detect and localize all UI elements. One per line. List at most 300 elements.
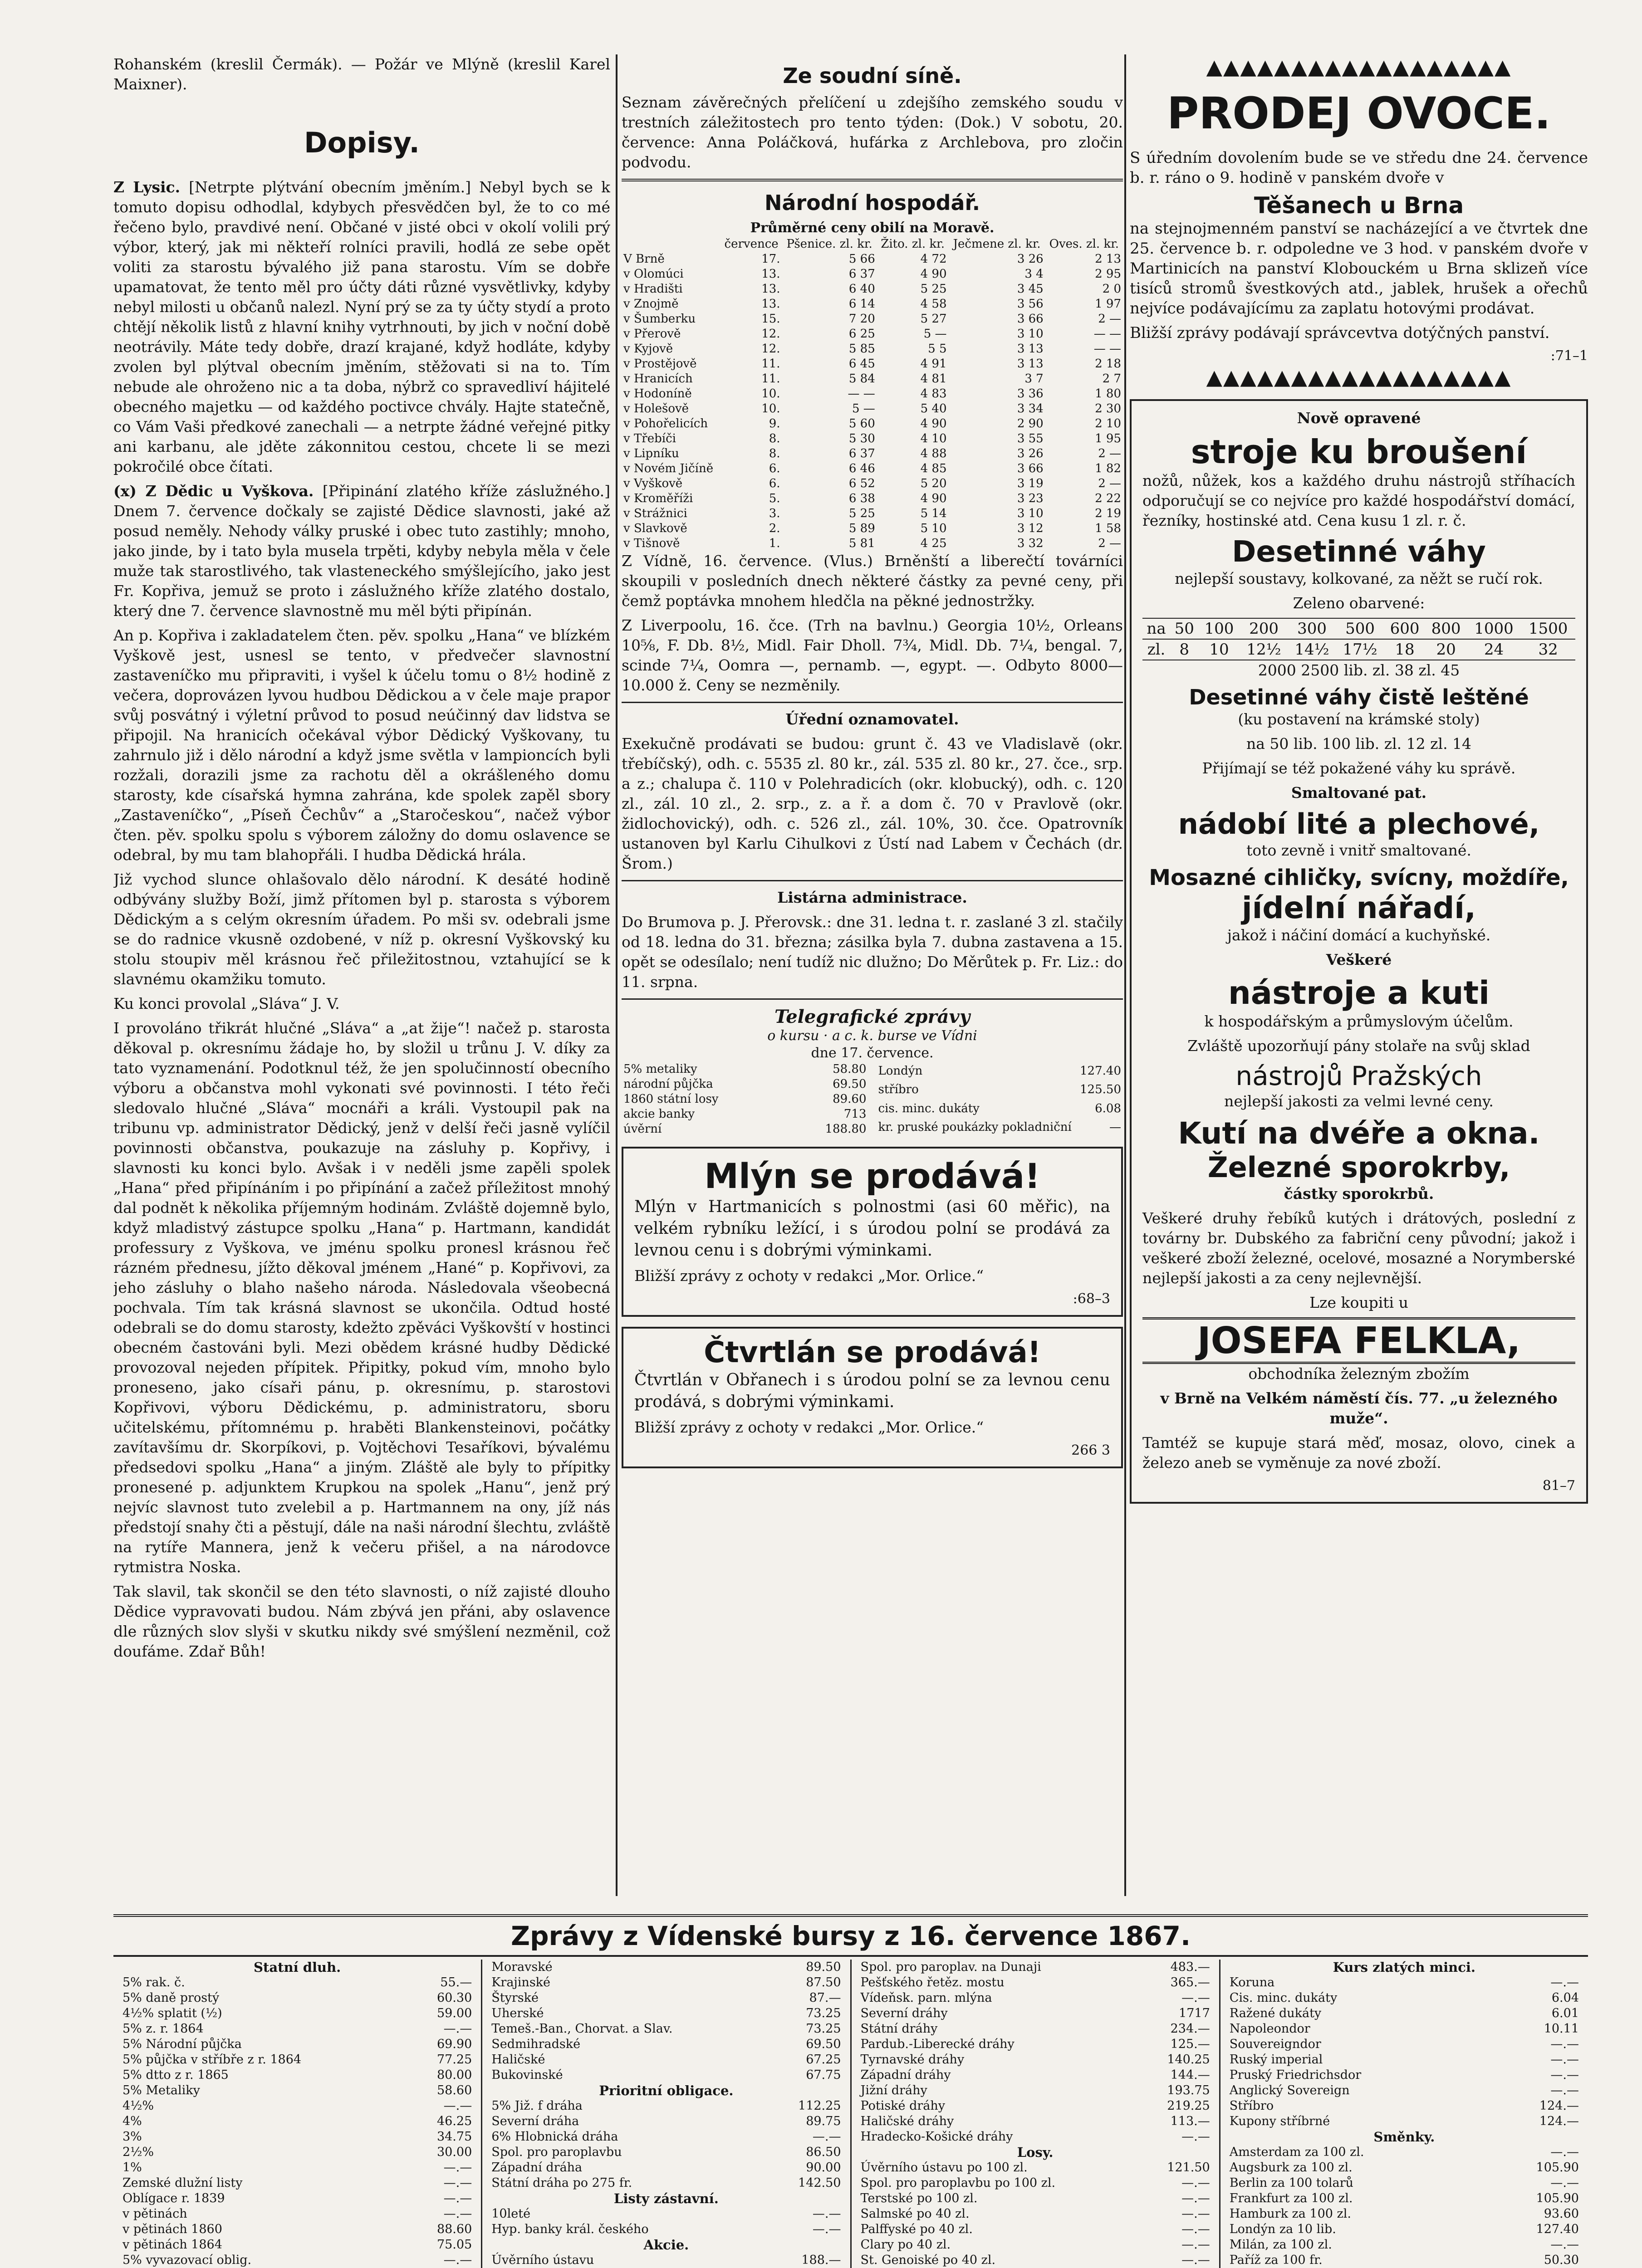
official-text: Exekučně prodávati se budou: grunt č. 43 ve Vladislavě (okr. třebíčský), odh. c. 5535 zl. 80 kr., zál. 535 zl. 80 kr., 27. čce., srp. a z.; chalupa č. 110 v Polehradicích (okr. klobucký), odh. c. 120 zl., zál. 10 zl., 2. srp., z. a ř. a dom č. 70 v Pravlově (okr. židlochovický), odh. c. 526 zl., zál. 10%, 30. čce. Opatrovník ustanoven byl Karlu Cihulkovi z Ústí nad Labem v Čechách (dr. Šrom.) — [622, 735, 1123, 872]
stock-row-label: Státní dráha po 275 fr. — [491, 2176, 632, 2190]
stock-row-label: Kupony stříbrné — [1229, 2114, 1330, 2128]
letter-paragraph — [113, 481, 610, 621]
stocks-col1-head: Statní dluh. — [253, 1960, 341, 1975]
stock-row — [1228, 2052, 1581, 2068]
stock-row-value: 219.25 — [1167, 2099, 1210, 2113]
stock-row-value: 30.00 — [436, 2145, 472, 2159]
ad-weights-2: na 50 lib. 100 lib. zl. 12 zl. 14 — [1246, 735, 1472, 753]
stock-row-value: 483.— — [1170, 1960, 1210, 1974]
ornament-triangles: ▲▲▲▲▲▲▲▲▲▲▲▲▲▲▲▲▲▲ — [1206, 54, 1512, 79]
stock-row-value: —.— — [1550, 2068, 1579, 2082]
stock-row-label: Spol. pro paroplavbu — [491, 2145, 622, 2159]
fruit-text-1: S úředním dovolením bude se ve středu dne 24. července b. r. ráno o 9. hodině v panském dvoře v — [1130, 149, 1588, 187]
grain-row — [622, 297, 1123, 312]
grain-cell: v Olomúci — [623, 267, 684, 281]
scale-cell: 800 — [1426, 618, 1467, 639]
grain-cell: 3 34 — [1017, 402, 1044, 415]
column-news — [622, 54, 1123, 1901]
grain-header-cell: července — [724, 237, 779, 251]
official-title: Úřední oznamovatel. — [785, 710, 959, 728]
stock-row-value: 69.50 — [806, 2037, 841, 2051]
letter-heading: Z Lysic. — [113, 178, 189, 196]
grain-header-cell: Pšenice. zl. kr. — [786, 237, 872, 251]
grain-row — [622, 446, 1123, 461]
stock-row — [121, 2052, 474, 2068]
grain-cell: 12. — [761, 342, 780, 356]
telegraph-date: dne 17. července. — [811, 1045, 934, 1061]
grain-cell: 6 14 — [848, 297, 875, 311]
grain-row — [622, 371, 1123, 386]
grain-cell: 3 13 — [1017, 342, 1044, 356]
grain-row — [622, 267, 1123, 282]
grain-cell: 4 90 — [920, 492, 947, 505]
scale-cell: 18 — [1384, 639, 1426, 660]
grain-cell: 3. — [769, 507, 780, 520]
stock-row — [490, 2052, 843, 2068]
scale-extra: 2000 2500 lib. zl. 38 zl. 45 — [1258, 661, 1460, 679]
stock-row-label: 5% vyvazovací oblig. — [123, 2253, 252, 2267]
ad-mill-title: Mlýn se prodává! — [704, 1156, 1040, 1196]
stock-row-value: 144.— — [1170, 2068, 1210, 2082]
grain-cell: 2 — — [1098, 312, 1121, 326]
fruit-title: PRODEJ OVOCE. — [1167, 88, 1551, 139]
stock-row-label: Západní dráha — [491, 2160, 583, 2175]
stock-row — [859, 1960, 1212, 1975]
stock-row-value: —.— — [443, 2176, 472, 2190]
stock-row-value: 1717 — [1179, 2006, 1210, 2020]
stock-row-value: —.— — [443, 2022, 472, 2036]
telegraph-row — [622, 1077, 868, 1092]
letter-paragraph — [113, 870, 610, 989]
grain-cell: 4 83 — [920, 387, 947, 401]
stock-row-label: Tyrnavské dráhy — [860, 2053, 965, 2067]
stock-row — [859, 2222, 1212, 2237]
stock-row-value: —.— — [1550, 2145, 1579, 2159]
stock-row-label: v pětinách 1860 — [123, 2222, 222, 2236]
grain-cell: 4 88 — [920, 447, 947, 460]
stock-row — [121, 1990, 474, 2006]
grain-cell: 3 10 — [1017, 507, 1044, 520]
grain-cell: 4 25 — [920, 537, 947, 550]
ad-big-5b: jídelní nářadí, — [1241, 890, 1476, 925]
grain-cell: 4 10 — [920, 432, 947, 445]
stock-row — [859, 1975, 1212, 1990]
stock-row-value: 142.50 — [798, 2176, 841, 2190]
telegraph-title: Telegrafické zprávy — [774, 1006, 970, 1027]
ad-mill-code: :68–3 — [1073, 1291, 1110, 1307]
stock-row — [121, 2145, 474, 2160]
stock-row — [1228, 2037, 1581, 2052]
stock-row-value: 105.90 — [1536, 2160, 1579, 2175]
grain-cell: 5 84 — [848, 372, 875, 386]
stock-row-label: Státní dráhy — [860, 2022, 938, 2036]
grain-cell: v Znojmě — [623, 297, 679, 311]
stock-row-value: —.— — [1550, 2037, 1579, 2051]
grain-cell: 5 89 — [848, 522, 875, 535]
ad-text-2: nejlepší soustavy, kolkované, za něžt se ručí rok. — [1175, 570, 1543, 587]
stock-row-value: 127.40 — [1536, 2222, 1579, 2236]
stock-row-label: Uherské — [491, 2006, 544, 2020]
stock-row-label: Úvěrního ústavu — [491, 2253, 594, 2267]
stock-row-label: Koruna — [1229, 1975, 1275, 1989]
stock-row-label: Úvěrního ústavu po 100 zl. — [860, 2160, 1028, 2175]
stock-row-label: Terstské po 100 zl. — [860, 2191, 978, 2205]
grain-cell: 11. — [761, 357, 780, 371]
stock-row-label: Severní dráhy — [860, 2006, 948, 2020]
section-title-letters: Dopisy. — [304, 126, 420, 159]
stocks-col-4 — [1220, 1960, 1588, 2268]
stock-row-value: 90.00 — [806, 2160, 841, 2175]
grain-cell: 2 10 — [1095, 417, 1121, 430]
stock-row-label: Temeš.-Ban., Chorvat. a Slav. — [491, 2022, 673, 2036]
grain-cell: v Kroměříži — [623, 492, 693, 505]
telegraph-row — [622, 1122, 868, 1137]
stocks-table — [113, 1960, 1588, 2268]
section-title-court: Ze soudní síně. — [783, 64, 962, 88]
stock-row-value: —.— — [812, 2130, 841, 2144]
stock-row-value: —.— — [812, 2222, 841, 2236]
grain-row — [622, 252, 1123, 267]
stock-row — [859, 1990, 1212, 2006]
scale-cell: 14½ — [1288, 639, 1336, 660]
stock-row — [490, 2175, 843, 2191]
stock-row-value: 10.11 — [1544, 2022, 1579, 2036]
telegraph-row — [622, 1107, 868, 1122]
telegraph-row-label: kr. pruské poukázky pokladniční — [878, 1120, 1072, 1134]
stock-row — [490, 1975, 843, 1990]
stocks-col2-sub1: Prioritní obligace. — [599, 2083, 734, 2098]
grain-cell: v Pohořelicích — [623, 417, 708, 430]
stock-row-label: Spol. pro paroplav. na Dunaji — [860, 1960, 1041, 1974]
stock-row — [490, 2068, 843, 2083]
telegraph-left — [622, 1062, 868, 1137]
telegraph-row — [877, 1100, 1123, 1118]
grain-cell: v Šumberku — [623, 312, 696, 326]
grain-row — [622, 521, 1123, 536]
stock-row — [121, 2068, 474, 2083]
stock-row-label: Stříbro — [1229, 2099, 1274, 2113]
grain-cell: 17. — [761, 252, 780, 266]
stock-row-label: 4½% — [123, 2099, 154, 2113]
grain-cell: v Kyjově — [623, 342, 673, 356]
fruit-place: Těšanech u Brna — [1254, 192, 1464, 219]
grain-cell: 4 85 — [920, 462, 947, 475]
grain-row — [622, 312, 1123, 327]
grain-cell: 5 81 — [848, 537, 875, 550]
grain-cell: 12. — [761, 327, 780, 341]
scale-cell: 8 — [1170, 639, 1198, 660]
letter-text: I provoláno třikrát hlučné „Sláva“ a „at žije“! načež p. starosta děkoval p. okresnímu žádaje ho, by složil u trůnu J. V. díky za tato vyznamenání. Podotknul též, že jen spolučinností obecního výboru a občanstva mohl vykonati své povinnosti. I této řeči sledovalo hlučné „Sláva“ mocnáři a králi. Vystoupil pak na tribunu vp. administrator Dědický, jenž v delší řeči jasně vylíčil povinnosti občanstva, poukazuje na zásluhy p. Kopřivy, i slavnosti ku konci bylo. Avšak i v neděli jsme zapěli spolek „Hana“ před připínáním i po připínání a začež příležitost mnohý dal podnět k několika příjemným hodinám. Zvláště dojemně bylo, když mladistvý zástupce spolku „Hana“ p. Hartmann, kandidát professury z Vyškova, ve jménu spolku pronesl krásnou řeč rázném přednesu, jížto děkoval jménem „Hané“ p. Kopřivovi, za jeho zásluhy o blaho našeho národa. Následovala všeobecná pochvala. Tím tak krásná slavnost se ukončila. Odtud hosté odebrali se do domu starosty, kdežto zpěváci Vyškovští v hostinci obecném častováni byli. Mezi obědem krásné hudby Dědické provozoval nejeden přípitek. Připitky, pokud vím, mnoho bylo proneseno, jako císaři pánu, p. okresnímu, p. starostovi Kopřivovi, výboru Dědickému, p. administratoru, sboru učitelskému, přítomnému p. hraběti Blankensteinovi, počátky zavítavšímu dr. Skorpíkovi, p. Vojtěchovi Tesaříkovi, bývalému předsedovi spolku „Hana“ a jiným. Zláště ale byly to přípitky pronesené p. adjunktem Krupkou na spolek „Hanu“, jenž prý nejvíc slavnost tuto zvelebil a p. Hartmannem na ony, jíž nás předstojí snahy čti a pěstují, dále na naši národní šlechtu, zvláště na rytíře Mannera, jenž k večeru přišel, a na národovce rytmistra Noska. — [113, 1019, 610, 1576]
stock-row-value: —.— — [443, 2099, 472, 2113]
stock-row — [490, 2098, 843, 2114]
grain-cell: 5 5 — [928, 342, 947, 356]
stock-row-label: Hradecko-Košické dráhy — [860, 2130, 1013, 2144]
scale-cell: 50 — [1170, 618, 1198, 639]
stock-row-label: Pešťského řetěz. mostu — [860, 1975, 1005, 1989]
grain-cell: 3 12 — [1017, 522, 1044, 535]
stock-row-label: Zemské dlužní listy — [123, 2176, 243, 2190]
grain-cell: 3 36 — [1017, 387, 1044, 401]
stock-row-value: 73.25 — [806, 2022, 841, 2036]
ad-text-10: Zvláště upozorňují pány stolaře na svůj sklad — [1187, 1037, 1530, 1055]
stock-row-label: St. Genoiské po 40 zl. — [860, 2253, 996, 2267]
telegraph-row-label: stříbro — [878, 1083, 919, 1097]
grain-cell: 5 10 — [920, 522, 947, 535]
stock-row — [859, 2037, 1212, 2052]
ad-mill-note: Bližší zprávy z ochoty v redakci „Mor. Orlice.“ — [634, 1267, 984, 1285]
grain-cell: v Hranicích — [623, 372, 693, 386]
stock-row-value: 75.05 — [436, 2238, 472, 2252]
ad-felkl — [1130, 399, 1588, 1504]
grain-cell: 5 30 — [848, 432, 875, 445]
telegraph-row-value: 58.80 — [833, 1062, 867, 1076]
grain-header-cell: Žito. zl. kr. — [881, 237, 945, 251]
stock-row-label: Haličské — [491, 2053, 545, 2067]
stock-row-value: 60.30 — [436, 1991, 472, 2005]
letter-text: Tak slavil, tak skončil se den této slavnosti, o níž zajisté dlouho Dědice vypravovati budou. Nám zbývá jen přáni, aby oslavence dle různých slov slyši v skutku nikdy své smýšlení nezměnil, což doufáme. Zdař Bůh! — [113, 1583, 610, 1660]
stock-row-value: 121.50 — [1167, 2160, 1210, 2175]
grain-cell: 3 66 — [1017, 462, 1044, 475]
stock-row-label: Cis. minc. dukáty — [1229, 1991, 1338, 2005]
grain-cell: 5 25 — [848, 507, 875, 520]
grain-cell: 4 58 — [920, 297, 947, 311]
stock-row-value: 6.01 — [1551, 2006, 1579, 2020]
stock-row — [490, 2037, 843, 2052]
stocks-col2-sub2: Listy zástavní. — [613, 2191, 719, 2206]
stock-row-label: 3% — [123, 2130, 142, 2144]
stock-row — [1228, 2021, 1581, 2037]
stock-row-value: —.— — [443, 2253, 472, 2267]
grain-cell: 2 18 — [1095, 357, 1121, 371]
stock-row-value: —.— — [1550, 2176, 1579, 2190]
stock-row-value: —.— — [1550, 1975, 1579, 1989]
stock-row-value: 193.75 — [1167, 2083, 1210, 2097]
grain-cell: 6 37 — [848, 447, 875, 460]
stock-row-label: Salmské po 40 zl. — [860, 2207, 970, 2221]
stock-row — [859, 2253, 1212, 2268]
grain-cell: 2 30 — [1095, 402, 1121, 415]
telegraph-row-label: 1860 státní losy — [623, 1092, 719, 1106]
stock-row — [1228, 2098, 1581, 2114]
grain-cell: v Lipníku — [623, 447, 679, 460]
stock-row — [859, 2175, 1212, 2191]
ad-weights: Zeleno obarvené: — [1293, 594, 1425, 612]
ad-big-1: stroje ku broušení — [1191, 433, 1527, 471]
ad-big-4: nádobí lité a plechové, — [1178, 807, 1540, 841]
grain-cell: v Prostějově — [623, 357, 697, 371]
ad-text-3: (ku postavení na krámské stoly) — [1238, 710, 1480, 728]
scale-cell: 1500 — [1521, 618, 1575, 639]
stock-row-value: 67.75 — [806, 2068, 841, 2082]
letter-text: Již vychod slunce ohlašovalo dělo národní. K desáté hodině odbývány služby Boží, jimž přítomen byl p. starosta s výborem Dědickým a s celým okresním úřadem. Po mši sv. odebrali jsme se do radnice vkusně ozdobené, v níž p. okresní Vyškovský ku stolu stoupiv měl krásnou řeč přiležitostnou, vztahující se k slavnému okamžiku tomuto. — [113, 870, 610, 988]
grain-cell: 6 45 — [848, 357, 875, 371]
stock-row-value: 86.50 — [806, 2145, 841, 2159]
grain-cell: v Tišnově — [623, 537, 680, 550]
ad-big-9: Železné sporokrby, — [1207, 1151, 1510, 1184]
grain-row — [622, 327, 1123, 342]
grain-cell: 3 10 — [1017, 327, 1044, 341]
stock-row — [490, 2160, 843, 2175]
column-top-text: Rohanském (kreslil Čermák). — Požár ve Mlýně (kreslil Karel Maixner). — [113, 55, 610, 93]
stock-row-value: 58.60 — [436, 2083, 472, 2097]
stock-row-value: —.— — [443, 2160, 472, 2175]
stocks-title: Zprávy z Vídenské bursy z 16. července 1867. — [113, 1914, 1588, 1957]
ad-text-5: Smaltované pat. — [1291, 784, 1427, 802]
stock-row-value: 140.25 — [1167, 2053, 1210, 2067]
stock-row-label: Ruský imperial — [1229, 2053, 1323, 2067]
grain-cell: 2. — [769, 522, 780, 535]
stock-row — [859, 2237, 1212, 2253]
stock-row — [121, 2083, 474, 2098]
stock-row-label: 5% z. r. 1864 — [123, 2022, 204, 2036]
stock-row — [121, 2129, 474, 2145]
scale-cell: 100 — [1198, 618, 1240, 639]
grain-cell: v Vyškově — [623, 477, 683, 490]
stock-row-value: —.— — [443, 2207, 472, 2221]
telegraph-sub: o kursu · a c. k. burse ve Vídni — [767, 1028, 977, 1044]
ad-text-13: Veškeré druhy řebíků kutých i drátových, poslední z továrny br. Dubského za fabriční ceny původní; jakož i veškeré zboží železné, ocelové, mosazné a Norymberské nejlepší jakosti a za ceny nejlevnější. — [1142, 1209, 1575, 1287]
court-text: Seznam závěrečných přelíčení u zdejšího zemského soudu v trestních záležitostech pro tento týden: (Dok.) V sobotu, 20. července: Anna Poláčková, hufárka z Archlebova, pro zločin podvodu. — [622, 93, 1123, 171]
grain-cell: 1 95 — [1095, 432, 1121, 445]
grain-cell: v Přerově — [623, 327, 681, 341]
stock-row-value: 55.— — [440, 1975, 472, 1989]
grain-cell: 5 14 — [920, 507, 947, 520]
grain-cell: v Hodoníně — [623, 387, 692, 401]
stock-row — [490, 2114, 843, 2129]
telegraph-row-label: 5% metaliky — [623, 1062, 697, 1076]
stock-row — [490, 2222, 843, 2237]
grain-cell: 3 13 — [1017, 357, 1044, 371]
grain-cell: 2 7 — [1102, 372, 1121, 386]
fruit-note: Bližší zprávy podávají správcevtva dotýčných panství. — [1130, 324, 1550, 342]
grain-cell: 4 81 — [920, 372, 947, 386]
stock-row-label: Anglický Sovereign — [1229, 2083, 1350, 2097]
stock-row — [1228, 2006, 1581, 2021]
stock-row-label: Potiské dráhy — [860, 2099, 946, 2113]
telegraph-row-value: 127.40 — [1080, 1064, 1121, 1078]
stock-row — [859, 2006, 1212, 2021]
grain-row — [622, 491, 1123, 506]
stock-row-value: 88.60 — [436, 2222, 472, 2236]
telegraph-row — [877, 1062, 1123, 1080]
grain-cell: 5 — — [923, 327, 947, 341]
stock-row-label: Londýn za 10 lib. — [1229, 2222, 1336, 2236]
stock-row-value: 125.— — [1170, 2037, 1210, 2051]
telegraph-row-value: — — [1109, 1120, 1121, 1134]
ad-text-12: částky sporokrbů. — [1284, 1185, 1434, 1202]
stock-row-label: 4½% splatit (½) — [123, 2006, 222, 2020]
stock-row — [859, 2160, 1212, 2175]
ad-big-5: Mosazné cihličky, svícny, moždíře, — [1149, 865, 1569, 890]
stock-row-value: 89.50 — [806, 1960, 841, 1974]
ad-merchant: JOSEFA FELKLA, — [1142, 1317, 1575, 1364]
stock-row-label: Pardub.-Liberecké dráhy — [860, 2037, 1015, 2051]
letter-paragraph — [113, 994, 610, 1014]
liverpool-report: Z Liverpoolu, 16. čce. (Trh na bavlnu.) Georgia 10½, Orleans 10⅝, F. Db. 8½, Midl. Fair Dholl. 7¾, Midl. Db. 7¼, bengal. 7, scinde 7¼, Oomra —, pernamb. —, egypt. —. Odbyto 8000—10.000 ž. Ceny se nezměnily. — [622, 616, 1123, 694]
stock-row-value: —.— — [1550, 2053, 1579, 2067]
stock-row — [1228, 1975, 1581, 1990]
grain-cell: 5 25 — [920, 282, 947, 296]
grain-cell: 3 23 — [1017, 492, 1044, 505]
stock-row-value: —.— — [812, 2207, 841, 2221]
stock-row-value: 34.75 — [436, 2130, 472, 2144]
stock-row — [121, 2206, 474, 2222]
grain-cell: 5 27 — [920, 312, 947, 326]
ad-big-7: nástrojů Pražských — [1235, 1061, 1482, 1091]
stock-row-label: 1% — [123, 2160, 142, 2175]
stock-row-value: —.— — [443, 2191, 472, 2205]
stocks-col4-head: Kurs zlatých minci. — [1333, 1960, 1476, 1975]
stock-row-label: Palffyské po 40 zl. — [860, 2222, 973, 2236]
stock-row — [1228, 2145, 1581, 2160]
grain-row — [622, 431, 1123, 446]
stock-row-value: —.— — [1181, 2207, 1210, 2221]
stock-row-value: 67.25 — [806, 2053, 841, 2067]
grain-cell: 2 13 — [1095, 252, 1121, 266]
grain-cell: 5 60 — [848, 417, 875, 430]
grain-cell: 5 — — [852, 402, 875, 415]
ad-mill — [622, 1147, 1123, 1317]
scale-cell: 1000 — [1467, 618, 1521, 639]
stock-row-label: Jižní dráhy — [860, 2083, 927, 2097]
telegraph-quotes — [622, 1062, 1123, 1137]
scale-cell: 24 — [1467, 639, 1521, 660]
stock-row — [859, 2068, 1212, 2083]
grain-row — [622, 476, 1123, 491]
grain-cell: 2 — — [1098, 477, 1121, 490]
grain-cell: 3 55 — [1017, 432, 1044, 445]
letters-list — [113, 177, 610, 1662]
grain-cell: 5 40 — [920, 402, 947, 415]
stock-row-value: 73.25 — [806, 2006, 841, 2020]
letter-text: [Netrpte plýtvání obecním jměním.] Nebyl bych se k tomuto dopisu odhodlal, kdybych přesvědčen byl, že to co mé řečeno bylo, pravdivé není. Občané v jisté obci v okolí volili prý výbor, který, jak mi někteří rolníci pravili, hodlá ze sebe opět voliti za starostu bývalého již pana starostu. Vím se dobře upamatovat, že tento měl pro účty dáti různé vysvětlivky, kdyby nebyl milosti u občanů nalezl. Nyní prý se za ty účty stydí a proto chtějí několik listů z hlavní knihy vytrhnouti, by jich v noční době neotrávily. Máte tedy dobře, drazí krajané, když hodláte, kdyby zvolen byl plýtval obecním jměním, stěžovati si na to. Tím nebude ale ohroženo nic a ta doba, nýbrž co spravedliví hájitelé obecného majetku — od každého poctivce chvály. Hajte statečně, co Vám Vaši předkové zanechali — a netrpte žádné veřejné pitky ani karbanu, ale jděte zákonnitou cestou, chcete li se mezi pokročilé obce čítati. — [113, 178, 610, 475]
grain-row — [622, 416, 1123, 431]
ad-text-16: v Brně na Velkém náměstí čís. 77. „u železného muže“. — [1160, 1389, 1558, 1427]
grain-cell: 3 26 — [1017, 252, 1044, 266]
grain-row — [622, 386, 1123, 401]
grain-cell: — — — [848, 387, 875, 401]
stock-row-label: Hamburk za 100 zl. — [1229, 2207, 1351, 2221]
grain-price-table — [622, 237, 1123, 551]
telegraph-row — [877, 1080, 1123, 1099]
grain-cell: v Strážnici — [623, 507, 687, 520]
ad-text-11: nejlepší jakosti za velmi levné ceny. — [1224, 1092, 1494, 1110]
stock-row — [121, 2037, 474, 2052]
stock-row-label: Paříž za 100 fr. — [1229, 2253, 1323, 2267]
stock-row-value: 113.— — [1170, 2114, 1210, 2128]
grain-row — [622, 401, 1123, 416]
letter-text: An p. Kopřiva i zakladatelem čten. pěv. spolku „Hana“ ve blízkém Vyškově jest, usnesl se tento, v předvečer slavnostní zastaveníčko mu připraviti, i vyšel k účelu tomu o 8½ hodině z večera, doprovázen lyvou hudbou Dědickou a v čele maje prapor svůj posvátný i výletní průvod to posud neúčinný dav lidstva se připojil. Na hranicích očekával výbor Dědický Vyškovany, tu zahrnulo již i dělo národní a když jsme světla v lampioncích byli rozžali, dorazili jsme za rachotu děl a okrášleného domu starosty, kde císařská hymna zahrána, kde spolek zapěl sbory „Zastaveníčko“, „Píseň Čechův“ a „Staročeskou“, načež výbor čten. pěv. spolku spolu s výborem záložny do domu oslavence se odebral, by mu tam blahopřáli. I hudba Dědická hrála. — [113, 626, 610, 864]
stock-row — [490, 2129, 843, 2145]
letter-paragraph — [113, 1582, 610, 1662]
telegraph-row-value: 713 — [843, 1107, 867, 1121]
stock-row-value: 188.— — [801, 2253, 841, 2267]
stock-row-label: 10leté — [491, 2207, 531, 2221]
stock-row — [121, 2222, 474, 2237]
stock-row — [121, 2114, 474, 2129]
grain-cell: 2 90 — [1017, 417, 1044, 430]
scale-cell: 12½ — [1240, 639, 1288, 660]
ad-text-17: Tamtéž se kupuje stará měď, mosaz, olovo, cinek a železo aneb se vyměnuje za nové zboží. — [1142, 1434, 1575, 1471]
stock-row-label: 2½% — [123, 2145, 154, 2159]
telegraph-row-value: 6.08 — [1095, 1101, 1121, 1115]
telegraph-row — [622, 1062, 868, 1077]
stock-row-value: 89.75 — [806, 2114, 841, 2128]
grain-cell: 3 26 — [1017, 447, 1044, 460]
letter-text: Ku konci provolal „Sláva“ J. V. — [113, 995, 340, 1012]
grain-cell: 4 90 — [920, 417, 947, 430]
stock-row-label: 5% Metaliky — [123, 2083, 200, 2097]
